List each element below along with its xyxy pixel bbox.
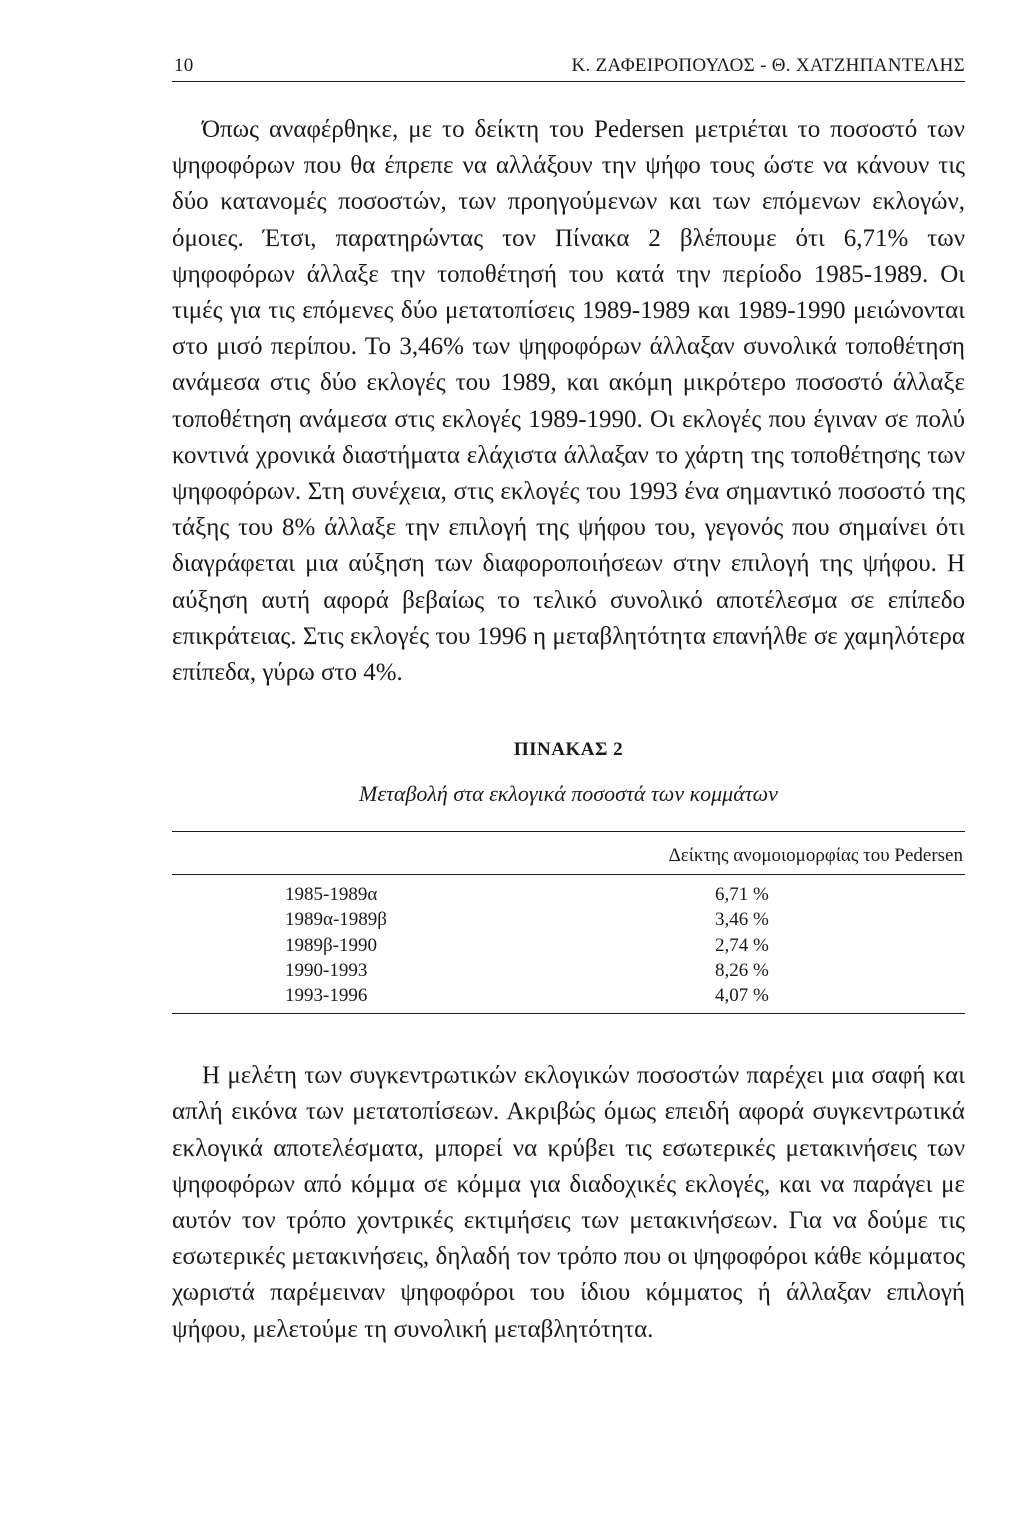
table-row bbox=[172, 933, 965, 958]
body-paragraph-2: Η μελέτη των συγκεντρωτικών εκλογικών ποσοστών παρέχει μια σαφή και απλή εικόνα των μετατοπίσεων. Ακριβώς όμως επειδή αφορά συγκεντρωτικά εκλογικά αποτελέσματα, μπορεί να κρύβει τις εσωτερικές μετακινήσεις των ψηφοφόρων από κόμμα σε κόμμα για διαδοχικές εκλογές, και να παράγει με αυτόν τον τρόπο χοντρικές εκτιμήσεις των μετακινήσεων. Για να δούμε τις εσωτερικές μετακινήσεις, δηλαδή τον τρόπο που οι ψηφοφόροι κάθε κόμματος χωριστά παρέμειναν ψηφοφόροι του ίδιου κόμματος ή άλλαξαν επιλογή ψήφου, μελετούμε τη συνολική μεταβλητότητα. bbox=[172, 1062, 965, 1343]
table-row bbox=[172, 907, 965, 932]
table-cell-period: 1985-1989α bbox=[285, 884, 378, 906]
table-caption: Μεταβολή στα εκλογικά ποσοστά των κομμάτων bbox=[359, 781, 778, 807]
pedersen-table bbox=[172, 831, 965, 1014]
table-row bbox=[172, 958, 965, 983]
table-row bbox=[172, 983, 965, 1014]
table-cell-value: 2,74 % bbox=[715, 934, 769, 956]
table-cell-period: 1990-1993 bbox=[285, 959, 368, 981]
running-title: Κ. ΖΑΦΕΙΡΟΠΟΥΛΟΣ - Θ. ΧΑΤΖΗΠΑΝΤΕΛΗΣ bbox=[571, 55, 965, 76]
table-cell-value: 4,07 % bbox=[605, 983, 965, 1014]
table-header-empty-cell bbox=[172, 832, 605, 875]
table-header-row bbox=[172, 832, 965, 875]
table-column-header: Δείκτης ανομοιομορφίας του Pedersen bbox=[605, 832, 965, 875]
table-cell-value: 3,46 % bbox=[715, 909, 769, 931]
table-cell-period: 1989α-1989β bbox=[285, 909, 387, 931]
table-cell-value: 8,26 % bbox=[715, 959, 769, 981]
table-cell-period: 1993-1996 bbox=[172, 983, 605, 1014]
body-paragraph-1: Όπως αναφέρθηκε, με το δείκτη του Pedersen μετριέται το ποσοστό των ψηφοφόρων που θα έπρεπε να αλλάξουν την ψήφο τους ώστε να κάνουν τις δύο κατανομές ποσοστών, των προηγούμενων και των επόμενων εκλογών, όμοιες. Έτσι, παρατηρώντας τον Πίνακα 2 βλέπουμε ότι 6,71% των ψηφοφόρων άλλαξε την τοποθέτησή του κατά την περίοδο 1985-1989. Οι τιμές για τις επόμενες δύο μετατοπίσεις 1989-1989 και 1989-1990 μειώνονται στο μισό περίπου. Το 3,46% των ψηφοφόρων άλλαξαν συνολικά τοποθέτηση ανάμεσα στις δύο εκλογές του 1989, και ακόμη μικρότερο ποσοστό άλλαξε τοποθέτηση ανάμεσα στις εκλογές 1989-1990. Οι εκλογές που έγιναν σε πολύ κοντινά χρονικά διαστήματα ελάχιστα άλλαξαν το χάρτη της τοποθέτησης των ψηφοφόρων. Στη συνέχεια, στις εκλογές του 1993 ένα σημαντικό ποσοστό της τάξης του 8% άλλαξε την επιλογή της ψήφου του, γεγονός που σημαίνει ότι διαγράφεται μια αύξηση των διαφοροποιήσεων στην επιλογή της ψήφου. Η αύξηση αυτή αφορά βεβαίως το τελικό συνολικό αποτέλεσμα σε επίπεδο επικράτειας. Στις εκλογές του 1996 η μεταβλητότητα επανήλθε σε χαμηλότερα επίπεδα, γύρω στο 4%. bbox=[172, 116, 965, 687]
table-cell-period: 1989β-1990 bbox=[285, 934, 377, 956]
running-header bbox=[172, 55, 965, 82]
table-label: ΠΙΝΑΚΑΣ 2 bbox=[513, 739, 624, 761]
table-cell-value: 6,71 % bbox=[715, 884, 769, 906]
table-row bbox=[172, 875, 965, 908]
page-number: 10 bbox=[174, 55, 194, 76]
page bbox=[172, 55, 965, 1348]
